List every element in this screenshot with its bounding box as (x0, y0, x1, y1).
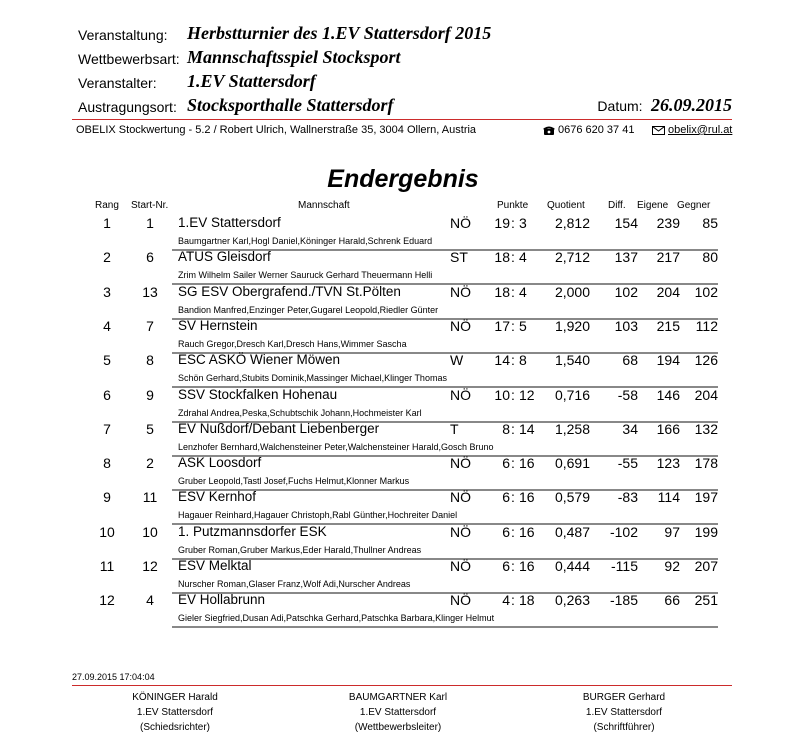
points-lost-cell: 4 (519, 284, 527, 300)
header-row-veranstaltung (72, 23, 732, 47)
points-separator: : (511, 318, 515, 334)
state-cell: ST (450, 249, 468, 265)
start-number-cell: 4 (146, 592, 154, 608)
signature-role: (Wettbewerbsleiter) (354, 722, 442, 733)
difference-cell: 154 (614, 215, 638, 231)
header-value: 1.EV Stattersdorf (187, 71, 316, 91)
col-header-rang: Rang (95, 200, 119, 211)
points-separator: : (511, 489, 515, 505)
state-cell: NÖ (450, 558, 471, 574)
quotient-cell: 0,691 (554, 455, 590, 471)
points-separator: : (511, 524, 515, 540)
footer-rule (72, 685, 732, 686)
state-cell: NÖ (450, 524, 471, 540)
table-row (90, 318, 720, 353)
rang-cell: 6 (103, 387, 111, 403)
print-timestamp: 27.09.2015 17:04:04 (72, 672, 155, 682)
points-separator: : (511, 421, 515, 437)
own-score-cell: 194 (656, 352, 680, 368)
players-list: Nurscher Roman,Glaser Franz,Wolf Adi,Nurscher Andreas (178, 579, 411, 589)
own-score-cell: 97 (664, 524, 680, 540)
quotient-cell: 0,487 (554, 524, 590, 540)
team-name-cell: ESV Kernhof (178, 489, 257, 504)
datum-label: Datum: (597, 98, 643, 114)
own-score-cell: 204 (656, 284, 680, 300)
points-won-cell: 6 (502, 489, 510, 505)
state-cell: NÖ (450, 387, 471, 403)
quotient-cell: 1,540 (554, 352, 590, 368)
rang-cell: 3 (103, 284, 111, 300)
points-won-cell: 6 (502, 455, 510, 471)
opponent-score-cell: 207 (694, 558, 718, 574)
points-won-cell: 17 (494, 318, 510, 334)
own-score-cell: 166 (656, 421, 680, 437)
difference-cell: 137 (614, 249, 638, 265)
table-row (90, 489, 720, 524)
points-won-cell: 4 (502, 592, 510, 608)
opponent-score-cell: 251 (694, 592, 718, 608)
points-won-cell: 19 (494, 215, 510, 231)
start-number-cell: 11 (142, 489, 158, 505)
opponent-score-cell: 80 (702, 249, 718, 265)
table-row (90, 524, 720, 559)
state-cell: NÖ (450, 592, 471, 608)
rang-cell: 5 (103, 352, 111, 368)
points-separator: : (511, 455, 515, 471)
header-rule (72, 119, 732, 120)
difference-cell: -55 (617, 455, 638, 471)
quotient-cell: 0,263 (554, 592, 590, 608)
phone-contact (543, 124, 634, 136)
points-separator: : (511, 284, 515, 300)
difference-cell: -83 (617, 489, 638, 505)
difference-cell: 103 (614, 318, 638, 334)
table-row (90, 249, 720, 284)
signature-schiedsrichter (75, 690, 275, 735)
envelope-icon (652, 126, 665, 135)
points-lost-cell: 8 (519, 352, 527, 368)
points-won-cell: 6 (502, 558, 510, 574)
own-score-cell: 146 (656, 387, 680, 403)
table-row (90, 455, 720, 490)
email-contact (652, 124, 732, 136)
rang-cell: 11 (99, 558, 115, 574)
team-name-cell: ATUS Gleisdorf (178, 249, 271, 264)
players-list: Baumgartner Karl,Hogl Daniel,Köninger Harald,Schrenk Eduard (178, 236, 433, 246)
opponent-score-cell: 126 (694, 352, 718, 368)
header-value: Herbstturnier des 1.EV Stattersdorf 2015 (187, 23, 492, 43)
header-label: Austragungsort: (78, 99, 177, 115)
points-won-cell: 18 (494, 249, 510, 265)
points-lost-cell: 3 (519, 215, 527, 231)
points-lost-cell: 14 (519, 421, 535, 437)
signature-schriftfuehrer (524, 690, 724, 735)
team-name-cell: ESV Melktal (178, 558, 252, 573)
team-name-cell: ESC ASKÖ Wiener Möwen (178, 352, 341, 367)
start-number-cell: 8 (146, 352, 154, 368)
software-info: OBELIX Stockwertung - 5.2 / Robert Ulrich, Wallnerstraße 35, 3004 Ollern, Austria (76, 124, 477, 136)
own-score-cell: 114 (657, 489, 680, 505)
phone-icon (543, 125, 555, 135)
signature-name: BURGER Gerhard (582, 692, 666, 703)
players-list: Lenzhofer Bernhard,Walchensteiner Peter,Walchensteiner Harald,Gosch Bruno (178, 442, 494, 452)
start-number-cell: 5 (146, 421, 154, 437)
own-score-cell: 217 (656, 249, 680, 265)
quotient-cell: 0,579 (554, 489, 590, 505)
team-name-cell: SG ESV Obergrafend./TVN St.Pölten (178, 284, 401, 299)
players-list: Zrim Wilhelm Sailer Werner Sauruck Gerhard Theuermann Helli (178, 270, 433, 280)
points-separator: : (511, 215, 515, 231)
players-list: Zdrahal Andrea,Peska,Schubtschik Johann,Hochmeister Karl (178, 408, 422, 418)
team-name-cell: 1. Putzmannsdorfer ESK (178, 524, 327, 539)
team-name-cell: SV Hernstein (178, 318, 258, 333)
col-header-start: Start-Nr. (131, 200, 169, 211)
row-separator (172, 626, 718, 628)
start-number-cell: 6 (146, 249, 154, 265)
table-row (90, 421, 720, 456)
points-won-cell: 14 (494, 352, 510, 368)
points-separator: : (511, 387, 515, 403)
team-name-cell: EV Nußdorf/Debant Liebenberger (178, 421, 380, 436)
state-cell: T (450, 421, 459, 437)
points-lost-cell: 4 (519, 249, 527, 265)
start-number-cell: 9 (146, 387, 154, 403)
signature-name: KÖNINGER Harald (132, 692, 218, 703)
points-separator: : (511, 558, 515, 574)
players-list: Gruber Leopold,Tastl Josef,Fuchs Helmut,Klonner Markus (178, 476, 410, 486)
team-name-cell: ASK Loosdorf (178, 455, 262, 470)
opponent-score-cell: 85 (702, 215, 718, 231)
own-score-cell: 92 (664, 558, 680, 574)
signature-role: (Schiedsrichter) (139, 722, 211, 733)
col-header-quotient: Quotient (547, 200, 585, 211)
state-cell: NÖ (450, 318, 471, 334)
page-title: Endergebnis (327, 165, 479, 193)
players-list: Hagauer Reinhard,Hagauer Christoph,Rabl Günther,Hochreiter Daniel (178, 510, 458, 520)
own-score-cell: 239 (656, 215, 680, 231)
header-row-austragungsort (72, 95, 732, 119)
start-number-cell: 13 (142, 284, 158, 300)
state-cell: NÖ (450, 284, 471, 300)
header-value: Mannschaftsspiel Stocksport (187, 47, 401, 67)
own-score-cell: 215 (656, 318, 680, 334)
state-cell: NÖ (450, 215, 471, 231)
difference-cell: -115 (611, 558, 638, 574)
rang-cell: 8 (103, 455, 111, 471)
players-list: Schön Gerhard,Stubits Dominik,Massinger Michael,Klinger Thomas (178, 373, 447, 383)
header-label: Veranstaltung: (78, 27, 168, 43)
signature-role: (Schriftführer) (593, 722, 655, 733)
quotient-cell: 2,000 (554, 284, 590, 300)
state-cell: W (450, 352, 464, 368)
rang-cell: 4 (103, 318, 111, 334)
points-won-cell: 10 (494, 387, 510, 403)
players-list: Gieler Siegfried,Dusan Adi,Patschka Gerhard,Patschka Barbara,Klinger Helmut (178, 613, 495, 623)
quotient-cell: 2,712 (554, 249, 590, 265)
header-row-veranstalter (72, 71, 732, 95)
rang-cell: 12 (99, 592, 115, 608)
opponent-score-cell: 204 (694, 387, 718, 403)
opponent-score-cell: 178 (694, 455, 718, 471)
email-link[interactable]: obelix@rul.at (668, 124, 733, 136)
own-score-cell: 123 (656, 455, 680, 471)
header-row-wettbewerbsart (72, 47, 732, 71)
start-number-cell: 12 (142, 558, 158, 574)
own-score-cell: 66 (664, 592, 680, 608)
rang-cell: 7 (103, 421, 111, 437)
state-cell: NÖ (450, 455, 471, 471)
signature-club: 1.EV Stattersdorf (136, 707, 214, 718)
points-separator: : (511, 249, 515, 265)
datum-value: 26.09.2015 (651, 95, 732, 115)
opponent-score-cell: 112 (695, 318, 718, 334)
rang-cell: 1 (103, 215, 111, 231)
rang-cell: 10 (99, 524, 115, 540)
opponent-score-cell: 197 (694, 489, 718, 505)
header-value: Stocksporthalle Stattersdorf (187, 95, 394, 115)
table-row (90, 558, 720, 593)
team-name-cell: 1.EV Stattersdorf (178, 215, 281, 230)
table-row (90, 284, 720, 319)
players-list: Gruber Roman,Gruber Markus,Eder Harald,Thullner Andreas (178, 545, 422, 555)
difference-cell: 68 (622, 352, 638, 368)
difference-cell: 102 (614, 284, 638, 300)
header-label: Veranstalter: (78, 75, 157, 91)
col-header-mannschaft: Mannschaft (298, 200, 350, 211)
players-list: Rauch Gregor,Dresch Karl,Dresch Hans,Wimmer Sascha (178, 339, 407, 349)
rang-cell: 9 (103, 489, 111, 505)
points-lost-cell: 18 (519, 592, 535, 608)
start-number-cell: 2 (146, 455, 154, 471)
table-row (90, 352, 720, 387)
start-number-cell: 10 (142, 524, 158, 540)
points-lost-cell: 16 (519, 558, 535, 574)
col-header-diff: Diff. (608, 200, 626, 211)
quotient-cell: 0,444 (554, 558, 590, 574)
datum (597, 95, 732, 116)
state-cell: NÖ (450, 489, 471, 505)
col-header-gegner: Gegner (677, 200, 711, 211)
points-won-cell: 6 (502, 524, 510, 540)
points-won-cell: 18 (494, 284, 510, 300)
team-name-cell: EV Hollabrunn (178, 592, 266, 607)
opponent-score-cell: 199 (694, 524, 718, 540)
signature-name: BAUMGARTNER Karl (348, 692, 448, 703)
points-lost-cell: 5 (519, 318, 527, 334)
difference-cell: 34 (622, 421, 638, 437)
quotient-cell: 0,716 (554, 387, 590, 403)
signature-club: 1.EV Stattersdorf (585, 707, 663, 718)
points-won-cell: 8 (502, 421, 510, 437)
players-list: Bandion Manfred,Enzinger Peter,Gugarel Leopold,Riedler Günter (178, 305, 439, 315)
points-lost-cell: 12 (519, 387, 535, 403)
table-row (90, 215, 720, 250)
difference-cell: -185 (609, 592, 638, 608)
points-separator: : (511, 352, 515, 368)
start-number-cell: 7 (146, 318, 154, 334)
points-lost-cell: 16 (519, 455, 535, 471)
phone-number: 0676 620 37 41 (558, 124, 635, 136)
opponent-score-cell: 132 (694, 421, 718, 437)
rang-cell: 2 (103, 249, 111, 265)
signature-wettbewerbsleiter (298, 690, 498, 735)
col-header-punkte: Punkte (497, 200, 529, 211)
col-header-eigene: Eigene (637, 200, 669, 211)
quotient-cell: 1,258 (554, 421, 590, 437)
table-row (90, 592, 720, 627)
team-name-cell: SSV Stockfalken Hohenau (178, 387, 338, 402)
signature-club: 1.EV Stattersdorf (359, 707, 437, 718)
opponent-score-cell: 102 (694, 284, 718, 300)
difference-cell: -102 (609, 524, 638, 540)
points-lost-cell: 16 (519, 489, 535, 505)
quotient-cell: 1,920 (554, 318, 590, 334)
header-label: Wettbewerbsart: (78, 51, 180, 67)
quotient-cell: 2,812 (554, 215, 590, 231)
points-lost-cell: 16 (519, 524, 535, 540)
difference-cell: -58 (617, 387, 638, 403)
table-row (90, 387, 720, 422)
start-number-cell: 1 (146, 215, 154, 231)
points-separator: : (511, 592, 515, 608)
